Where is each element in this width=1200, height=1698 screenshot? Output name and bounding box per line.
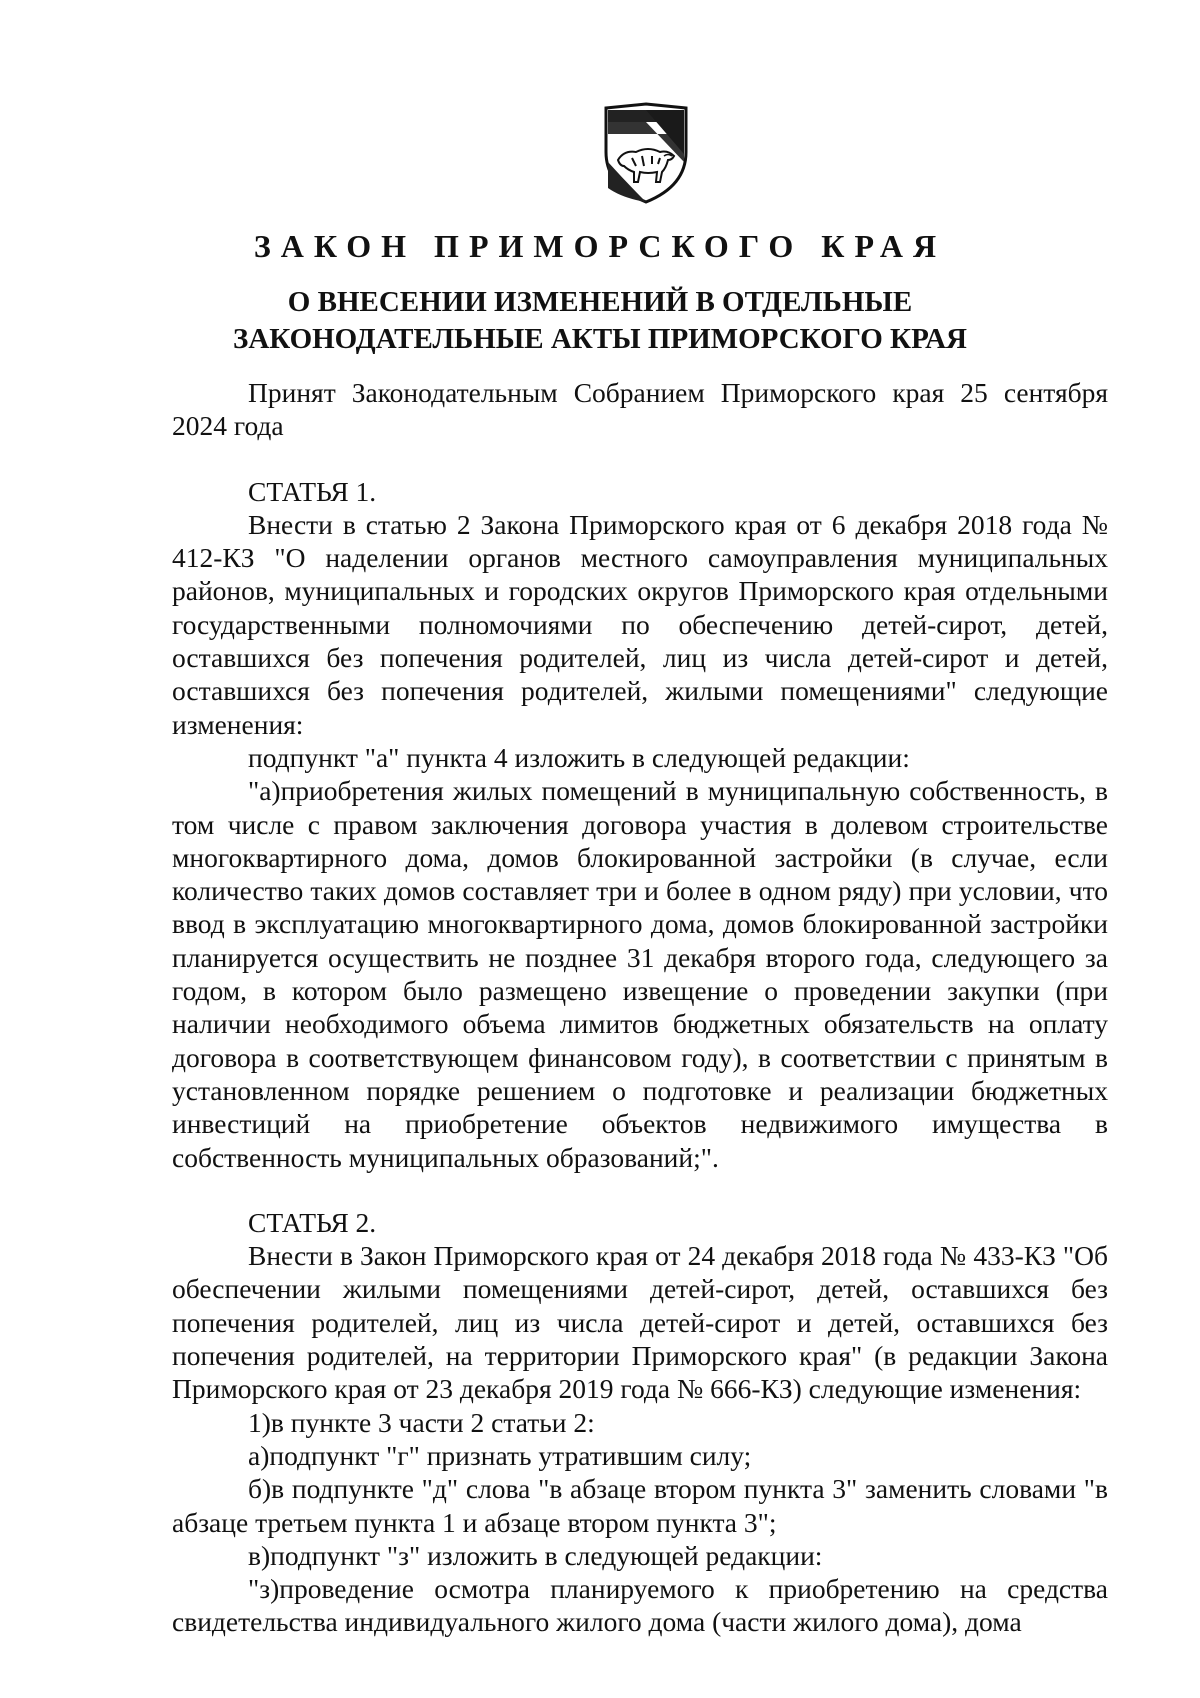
article-2-paragraph-2: 1)в пункте 3 части 2 статьи 2: <box>248 1406 595 1438</box>
law-title: ЗАКОН ПРИМОРСКОГО КРАЯ <box>253 228 947 264</box>
article-1-paragraph-2: подпункт "а" пункта 4 изложить в следующей редакции: <box>248 741 910 773</box>
primorsky-krai-coat-of-arms-icon <box>602 102 690 204</box>
article-1-paragraph-1: Внести в статью 2 Закона Приморского края от 6 декабря 2018 года № 412-КЗ "О наделении органов местного самоуправления муниципальных районов, муниципальных и городских округов Приморского края отдельными государственными полномочиями по обеспечению детей-сирот, детей, оставшихся без попечения родителей, лиц из числа детей-сирот и детей, оставшихся без попечения родителей, жилыми помещениями" следующие изменения: <box>172 508 1108 740</box>
article-2-paragraph-5: в)подпункт "з" изложить в следующей редакции: <box>248 1539 823 1571</box>
article-1-heading: СТАТЬЯ 1. <box>248 475 377 507</box>
article-2-paragraph-6: "з)проведение осмотра планируемого к приобретению на средства свидетельства индивидуального жилого дома (части жилого дома), дома <box>172 1573 1108 1638</box>
article-2-heading: СТАТЬЯ 2. <box>248 1206 377 1238</box>
adoption-statement: Принят Законодательным Собранием Приморского края 25 сентября 2024 года <box>172 377 1108 442</box>
subtitle-line-2: ЗАКОНОДАТЕЛЬНЫЕ АКТЫ ПРИМОРСКОГО КРАЯ <box>233 323 967 355</box>
article-2-paragraph-3: а)подпункт "г" признать утратившим силу; <box>248 1439 752 1471</box>
article-1-paragraph-3: "а)приобретения жилых помещений в муниципальную собственность, в том числе с правом заключения договора участия в долевом строительстве многоквартирного дома, домов блокированной застройки (в случае, если количество таких домов составляет три и более в одном ряду) при условии, что ввод в эксплуатацию многоквартирного дома, домов блокированной застройки планируется осуществить не позднее 31 декабря второго года, следующего за годом, в котором было размещено извещение о проведении закупки (при наличии необходимого объема лимитов бюджетных обязательств на оплату договора в соответствующем финансовом году), в соответствии с принятым в установленном порядке решением о подготовке и реализации бюджетных инвестиций на приобретение объектов недвижимого имущества в собственность муниципальных образований;". <box>172 775 1108 1173</box>
subtitle-line-1: О ВНЕСЕНИИ ИЗМЕНЕНИЙ В ОТДЕЛЬНЫЕ <box>287 286 913 318</box>
law-body <box>172 376 1108 1639</box>
law-subtitle <box>0 284 1200 358</box>
article-2-paragraph-1: Внести в Закон Приморского края от 24 декабря 2018 года № 433-КЗ "Об обеспечении жилыми помещениями детей-сирот, детей, оставшихся без попечения родителей, лиц из числа детей-сирот и детей, оставшихся без попечения родителей, на территории Приморского края" (в редакции Закона Приморского края от 23 декабря 2019 года № 666-КЗ) следующие изменения: <box>172 1240 1108 1405</box>
article-2-paragraph-4: б)в подпункте "д" слова "в абзаце втором пункта 3" заменить словами "в абзаце третьем пункта 1 и абзаце втором пункта 3"; <box>172 1473 1108 1538</box>
